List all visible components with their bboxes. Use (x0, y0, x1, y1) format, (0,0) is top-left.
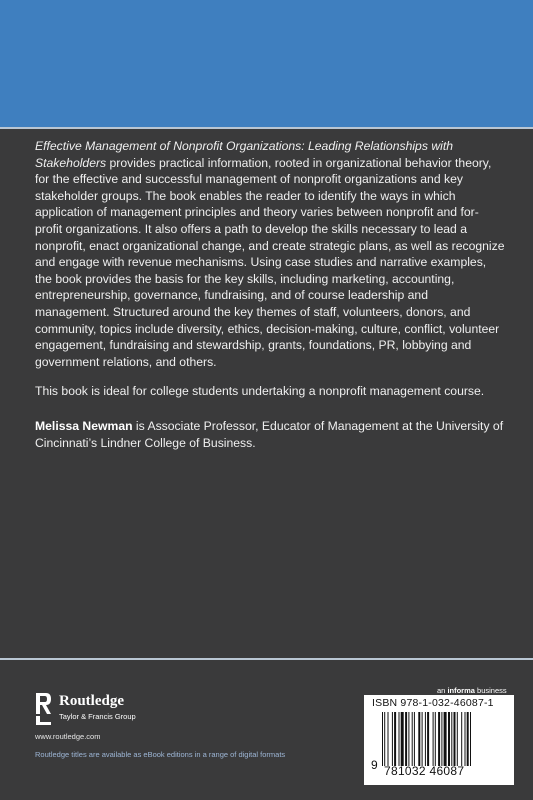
barcode-bar (405, 712, 407, 766)
barcode-bar (467, 712, 469, 766)
bottom-divider (0, 658, 533, 660)
barcode-bar (441, 712, 442, 766)
barcode (364, 695, 514, 785)
barcode-bar (444, 712, 447, 766)
author-name: Melissa Newman (35, 419, 133, 433)
publisher-url: www.routledge.com (35, 732, 101, 741)
barcode-bar (425, 712, 426, 766)
book-title: Effective Management of Nonprofit Organizations: Leading Relationships with Stakeholders (35, 139, 453, 170)
barcode-bar (470, 712, 471, 766)
barcode-bar (394, 712, 396, 766)
barcode-bar (418, 712, 420, 766)
book-description (35, 138, 505, 370)
top-color-band (0, 0, 533, 127)
barcode-bar (457, 712, 458, 766)
barcode-bar (465, 712, 466, 766)
author-bio (35, 418, 515, 451)
barcode-bar (438, 712, 440, 766)
barcode-bar (427, 712, 429, 766)
isbn-label: ISBN 978-1-032-46087-1 (372, 697, 494, 709)
barcode-bar (412, 712, 413, 766)
barcode-bar (399, 712, 400, 766)
barcode-bar (401, 712, 404, 766)
top-divider (0, 127, 533, 129)
publisher-logo (34, 692, 164, 728)
author-bio-text: is Associate Professor, Educator of Management at the University of Cincinnati’s Lindner College of Business. (35, 419, 504, 450)
routledge-logo-icon (34, 692, 53, 726)
publisher-group: Taylor & Francis Group (59, 712, 136, 721)
barcode-bar (448, 712, 450, 766)
barcode-bar (433, 712, 434, 766)
ebook-note: Routledge titles are available as eBook editions in a range of digital formats (35, 750, 286, 759)
informa-business: an informa business (437, 686, 507, 695)
audience-statement: This book is ideal for college students undertaking a nonprofit management course. (35, 384, 485, 398)
barcode-bar (392, 712, 393, 766)
barcode-bar (388, 712, 389, 766)
barcode-bar (382, 712, 383, 766)
barcode-bar (461, 712, 462, 766)
barcode-bar (414, 712, 415, 766)
barcode-bar (435, 712, 436, 766)
barcode-bar (384, 712, 385, 766)
description-body: provides practical information, rooted in organizational behavior theory, for the effective and successful management of nonprofit organizations and key stakeholder groups. The book enables the reader to identify the ways in which application of management principles and theory varies between nonprofit and for-profit organizations. It also offers a path to develop the skills necessary to lead a nonprofit, enact organizational change, and create strategic plans, as well as recognize and engage with revenue mechanisms. Using case studies and narrative examples, the book provides the basis for the key skills, including marketing, accounting, entrepreneurship, governance, fundraising, and of course leadership and management. Structured around the key themes of staff, volunteers, donors, and community, topics include diversity, ethics, decision-making, culture, conflict, volunteer engagement, fundraising and stewardship, grants, foundations, PR, lobbying and government relations, and others. (35, 155, 505, 369)
publisher-name: Routledge (59, 693, 124, 709)
barcode-bars (382, 712, 506, 766)
barcode-bar (422, 712, 423, 766)
barcode-bar (454, 712, 456, 766)
barcode-bar (451, 712, 452, 766)
ean-first-digit: 9 (371, 758, 378, 772)
ean-digits: 781032 46087 (384, 764, 465, 778)
barcode-bar (408, 712, 409, 766)
